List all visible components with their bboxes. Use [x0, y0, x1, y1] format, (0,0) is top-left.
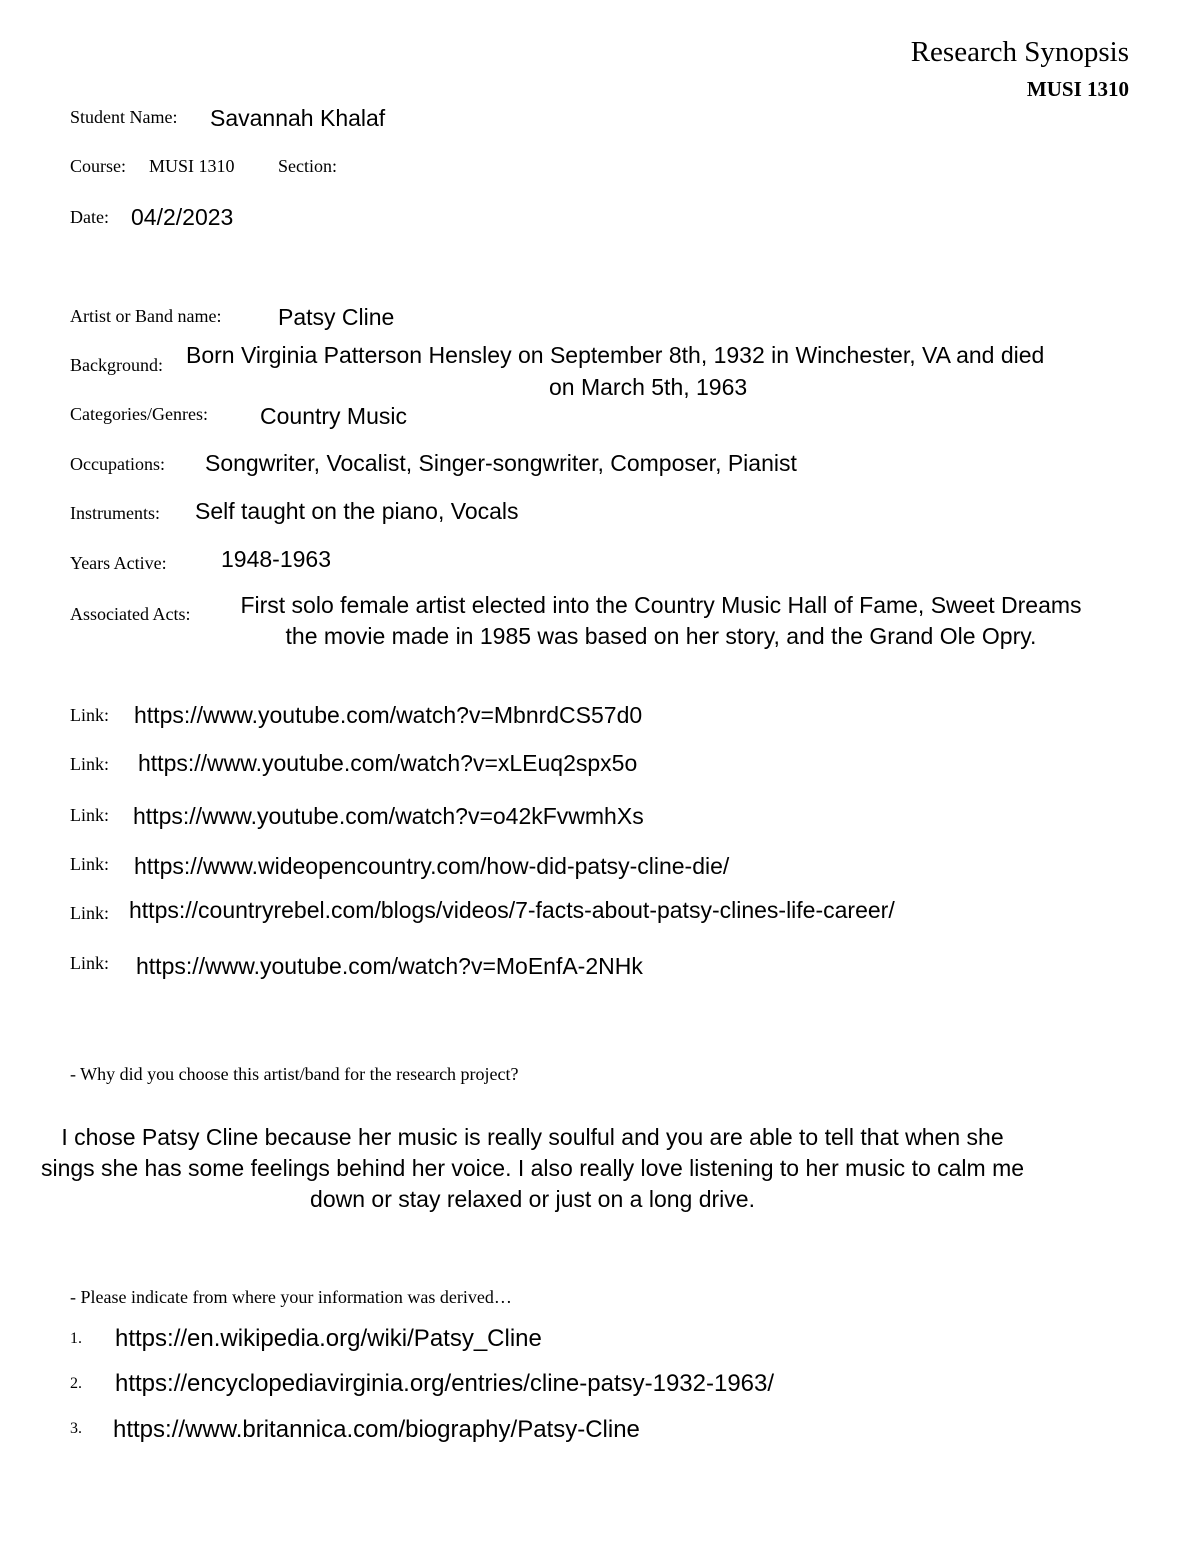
sources-question: - Please indicate from where your information was derived…: [70, 1287, 512, 1307]
date-value: 04/2/2023: [131, 204, 234, 230]
source-url[interactable]: https://en.wikipedia.org/wiki/Patsy_Cline: [115, 1325, 542, 1352]
why-answer: I chose Patsy Cline because her music is really soulful and you are able to tell that when she sings she has some feelings behind her voice. I also really love listening to her music to calm me down or stay relaxed or just on a long drive.: [40, 1124, 1025, 1212]
link-label: Link:: [70, 805, 109, 825]
link-label: Link:: [70, 705, 109, 725]
genres-label: Categories/Genres:: [70, 404, 208, 424]
link-label: Link:: [70, 754, 109, 774]
link-label: Link:: [70, 953, 109, 973]
course-label: Course:: [70, 156, 126, 176]
instruments-value: Self taught on the piano, Vocals: [195, 498, 519, 524]
background-label: Background:: [70, 355, 163, 375]
link-url[interactable]: https://countryrebel.com/blogs/videos/7-facts-about-patsy-clines-life-career/: [129, 897, 895, 923]
link-label: Link:: [70, 854, 109, 874]
link-url[interactable]: https://www.wideopencountry.com/how-did-patsy-cline-die/: [134, 853, 730, 879]
student-name-value: Savannah Khalaf: [210, 105, 386, 131]
instruments-label: Instruments:: [70, 503, 160, 523]
link-label: Link:: [70, 903, 109, 923]
page-title: Research Synopsis: [910, 36, 1129, 68]
years-active-value: 1948-1963: [221, 546, 331, 572]
genres-value: Country Music: [260, 403, 407, 429]
years-active-label: Years Active:: [70, 553, 167, 573]
link-url[interactable]: https://www.youtube.com/watch?v=MbnrdCS57d0: [134, 702, 643, 728]
artist-name-label: Artist or Band name:: [70, 306, 222, 326]
occupations-label: Occupations:: [70, 454, 165, 474]
date-label: Date:: [70, 207, 109, 227]
source-number: 3.: [70, 1420, 82, 1437]
course-code-heading: MUSI 1310: [1026, 77, 1129, 101]
artist-name-value: Patsy Cline: [278, 304, 395, 330]
associated-acts-value: First solo female artist elected into the Country Music Hall of Fame, Sweet Dreams the movie made in 1985 was based on her story, and the Grand Ole Opry.: [240, 592, 1082, 649]
why-question: - Why did you choose this artist/band for the research project?: [70, 1064, 519, 1084]
associated-acts-label: Associated Acts:: [70, 604, 191, 624]
section-label: Section:: [278, 156, 337, 176]
link-url[interactable]: https://www.youtube.com/watch?v=xLEuq2spx5o: [138, 750, 638, 776]
occupations-value: Songwriter, Vocalist, Singer-songwriter, Composer, Pianist: [205, 450, 797, 476]
link-url[interactable]: https://www.youtube.com/watch?v=MoEnfA-2NHk: [136, 953, 643, 979]
source-number: 1.: [70, 1330, 82, 1347]
background-line-1: Born Virginia Patterson Hensley on September 8th, 1932 in Winchester, VA and died: [186, 342, 1045, 368]
course-value: MUSI 1310: [149, 156, 235, 176]
student-name-label: Student Name:: [70, 107, 178, 127]
source-url[interactable]: https://www.britannica.com/biography/Patsy-Cline: [113, 1416, 640, 1443]
source-number: 2.: [70, 1375, 82, 1392]
background-line-2: on March 5th, 1963: [549, 374, 748, 400]
source-url[interactable]: https://encyclopediavirginia.org/entries/cline-patsy-1932-1963/: [115, 1370, 775, 1397]
link-url[interactable]: https://www.youtube.com/watch?v=o42kFvwmhXs: [133, 803, 644, 829]
